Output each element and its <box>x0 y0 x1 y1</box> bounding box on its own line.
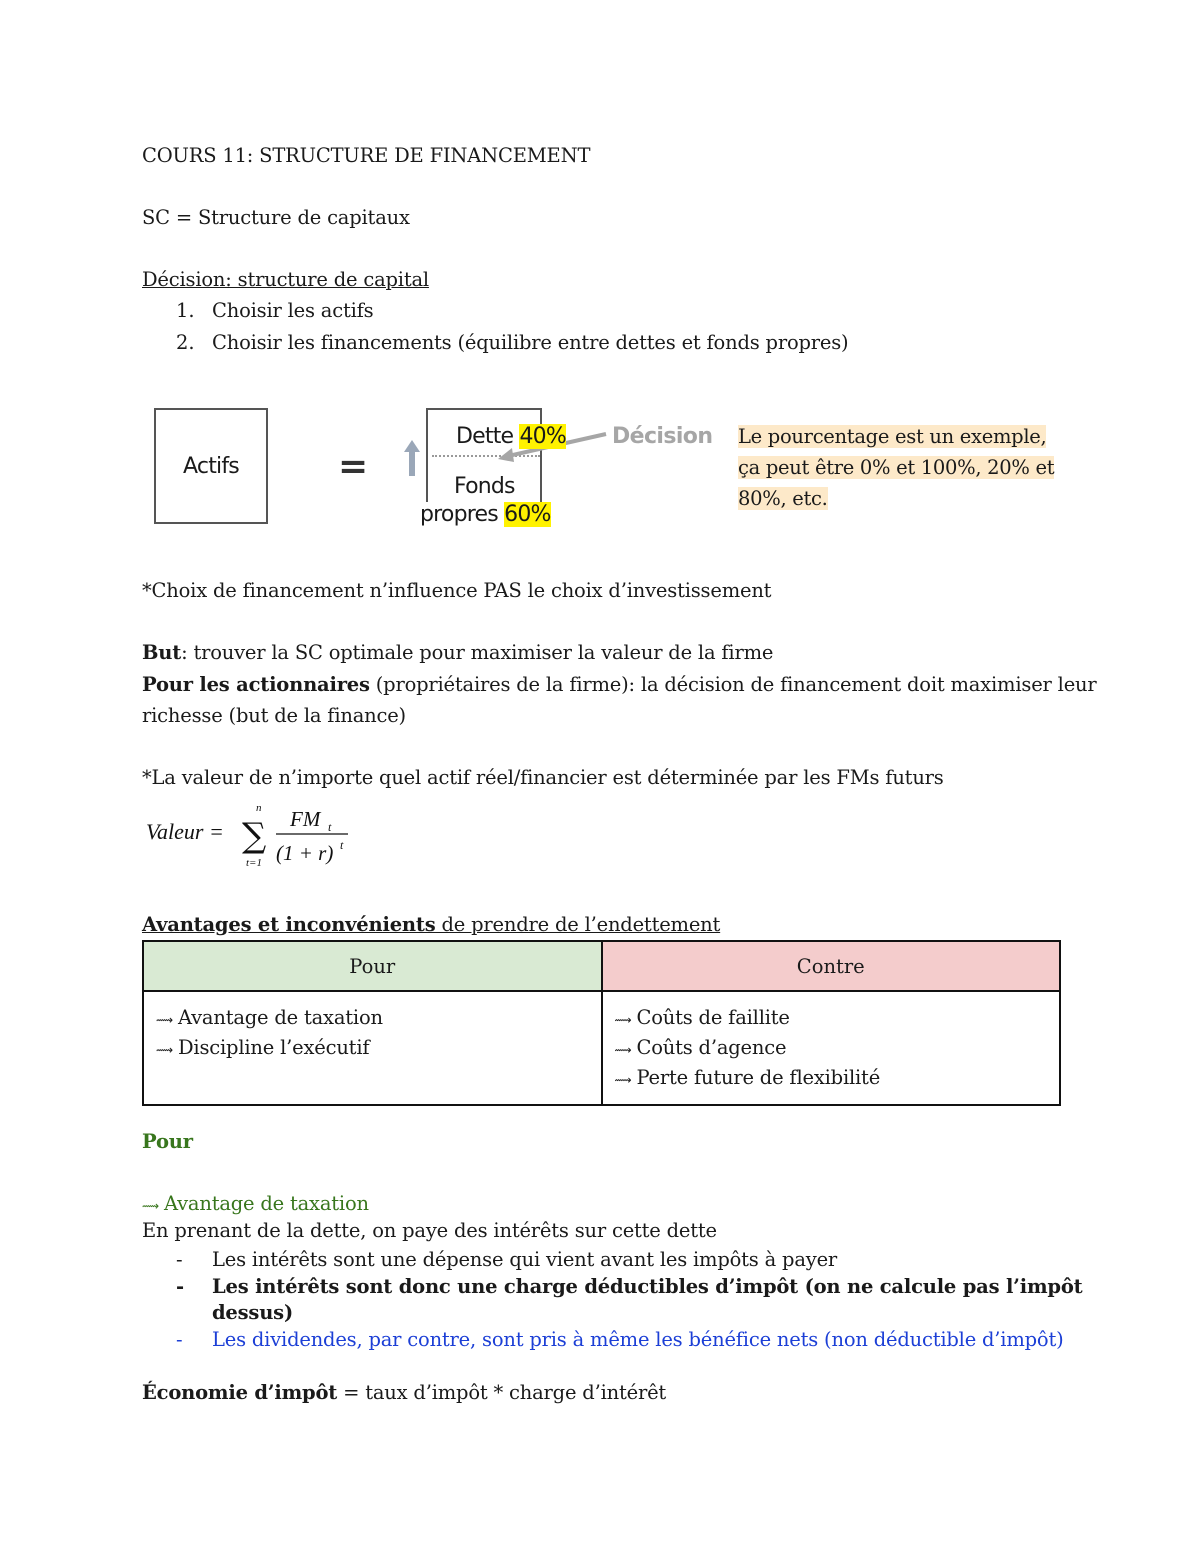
equals-sign: = <box>338 446 369 487</box>
dash-marker: - <box>176 1328 183 1351</box>
propres-label: propres 60% <box>420 502 551 527</box>
actionnaires-line <box>142 673 1097 696</box>
step-number: 2. <box>176 331 195 354</box>
sigma-icon: ∑ <box>242 816 267 856</box>
propres-percent: 60% <box>504 502 551 527</box>
pour-section-heading: Pour <box>142 1130 193 1153</box>
economie-line <box>142 1381 666 1404</box>
list-item: ⟿ Discipline l’exécutif <box>156 1034 601 1064</box>
document-title: COURS 11: STRUCTURE DE FINANCEMENT <box>142 144 591 167</box>
double-arrow-icon: ⟿ <box>156 1043 174 1057</box>
denominator: (1 + r) <box>276 841 334 865</box>
dette-percent: 40% <box>519 424 566 449</box>
but-label: But <box>142 641 182 664</box>
pour-header: Pour <box>143 941 602 991</box>
percentage-note: Le pourcentage est un exemple, ça peut être 0% et 100%, 20% et 80%, etc. <box>738 425 1055 510</box>
avantage-taxation-heading: ⟿ Avantage de taxation <box>142 1192 369 1215</box>
pour-contre-table <box>142 940 1061 1106</box>
decision-label: Décision <box>612 424 713 449</box>
step-text: Choisir les actifs <box>212 299 374 322</box>
up-arrow-icon <box>402 438 422 478</box>
double-arrow-icon: ⟿ <box>614 1043 632 1057</box>
but-text: : trouver la SC optimale pour maximiser la valeur de la firme <box>181 641 774 664</box>
dash-marker: - <box>176 1248 183 1271</box>
valeur-formula <box>142 802 382 872</box>
actionnaires-line-2: richesse (but de la finance) <box>142 704 406 727</box>
pour-cell <box>143 991 602 1105</box>
numerator: FM <box>290 807 321 831</box>
bullet-text: Les intérêts sont donc une charge déductibles d’impôt (on ne calcule pas l’impôt <box>212 1275 1083 1298</box>
sum-lower: t=1 <box>246 857 262 869</box>
numerator-sub: t <box>328 820 332 834</box>
actionnaires-text: (propriétaires de la firme): la décision de financement doit maximiser leur <box>369 673 1097 696</box>
bullet-text: Les intérêts sont une dépense qui vient avant les impôts à payer <box>212 1248 838 1271</box>
actifs-box <box>154 408 268 524</box>
bullet-text: dessus) <box>212 1301 293 1324</box>
step-number: 1. <box>176 299 195 322</box>
sc-definition: SC = Structure de capitaux <box>142 206 410 229</box>
bullet-text: Les dividendes, par contre, sont pris à même les bénéfice nets (non déductible d’impôt) <box>212 1328 1064 1351</box>
double-arrow-icon: ⟿ <box>156 1013 174 1027</box>
dash-marker: - <box>176 1275 185 1298</box>
dette-intro: En prenant de la dette, on paye des intérêts sur cette dette <box>142 1219 717 1242</box>
double-arrow-icon: ⟿ <box>614 1073 632 1087</box>
valeur-note: *La valeur de n’importe quel actif réel/financier est déterminée par les FMs futurs <box>142 766 944 789</box>
list-item: ⟿ Coûts de faillite <box>615 1004 1060 1034</box>
contre-cell <box>602 991 1061 1105</box>
avantages-text: de prendre de l’endettement <box>435 913 721 936</box>
formula-lhs: Valeur = <box>146 819 224 844</box>
sum-upper: n <box>256 802 262 814</box>
list-item: ⟿ Coûts d’agence <box>615 1034 1060 1064</box>
choix-note: *Choix de financement n’influence PAS le choix d’investissement <box>142 579 772 602</box>
economie-text: = taux d’impôt * charge d’intérêt <box>337 1381 667 1404</box>
actionnaires-label: Pour les actionnaires <box>142 673 370 696</box>
dette-label: Dette 40% <box>456 424 566 449</box>
list-item: ⟿ Perte future de flexibilité <box>615 1064 1060 1094</box>
actifs-label: Actifs <box>183 454 239 479</box>
double-arrow-icon: ⟿ <box>142 1199 160 1213</box>
but-line <box>142 641 773 664</box>
step-text: Choisir les financements (équilibre entre dettes et fonds propres) <box>212 331 849 354</box>
double-arrow-icon: ⟿ <box>614 1013 632 1027</box>
avantages-heading <box>142 913 720 936</box>
list-item: ⟿ Avantage de taxation <box>156 1004 601 1034</box>
economie-label: Économie d’impôt <box>142 1381 338 1404</box>
decision-heading: Décision: structure de capital <box>142 268 429 291</box>
fonds-label: Fonds <box>454 474 515 499</box>
contre-header: Contre <box>602 941 1061 991</box>
denominator-sup: t <box>340 838 344 852</box>
avantages-label: Avantages et inconvénients <box>142 913 436 936</box>
